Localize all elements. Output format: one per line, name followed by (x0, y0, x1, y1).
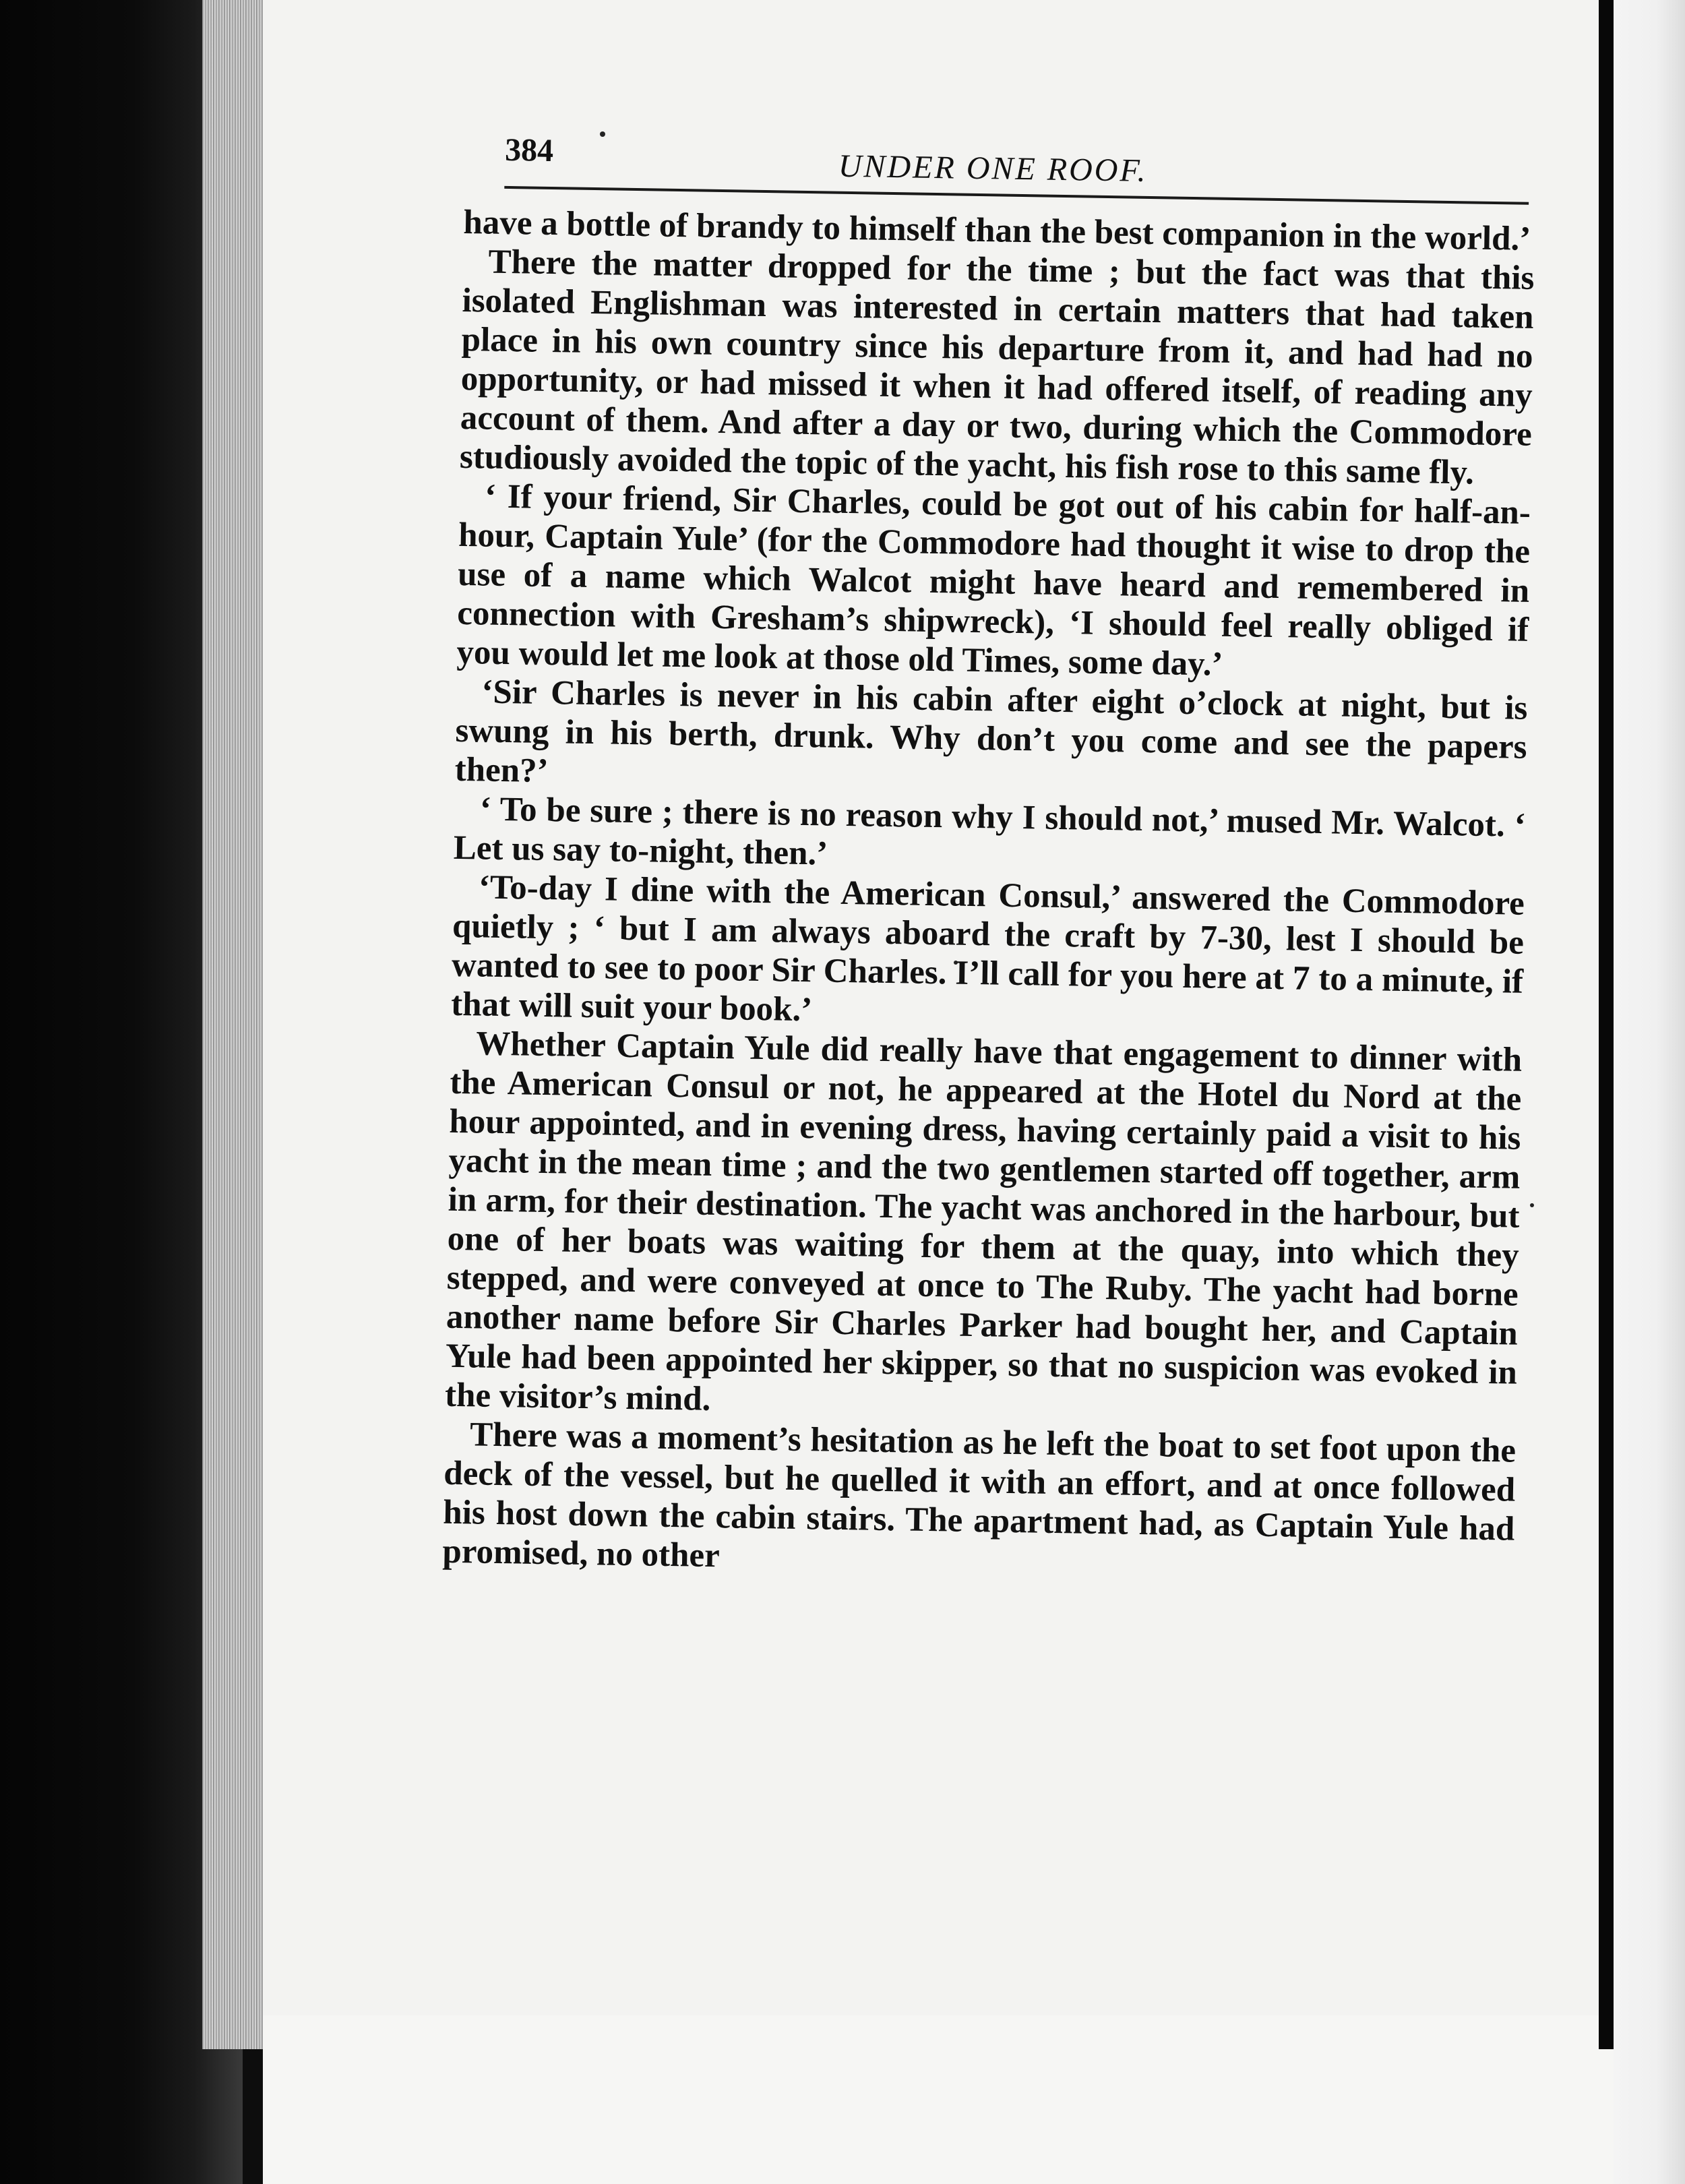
paragraph-4: ‘Sir Charles is never in his cabin after eight o’clock at night, but is swung in his berth, drunk. Why don’t you come and see the papers then?’ (454, 673, 1528, 791)
paragraph-8: There was a moment’s hesitation as he left the boat to set foot upon the deck of the vessel, but he quelled it with an effort, and at once followed his host down the cabin stairs. The apartment had, as Captain Yule had promised, no other (442, 1416, 1516, 1575)
running-head: UNDER ONE ROOF. (838, 148, 1148, 189)
page-content (442, 115, 1537, 1588)
paragraph-2: There the matter dropped for the time ; but the fact was that this isolated Englishman was interested in certain matters that had taken place in his own country since his departure from it, and had had no opportunity, or had missed it when it had offered itself, of reading any account of them. And after a day or two, during which the Commodore studiously avoided the topic of the yacht, his fish rose to this same fly. (459, 243, 1535, 492)
paragraph-6: ‘To-day I dine with the American Consul,’ answered the Commodore quietly ; ‘ but I am always aboard the craft by 7-30, lest I should be wanted to see to poor Sir Charles. I’ll call for you here at 7 to a minute, if that will suit your book.’ (450, 868, 1525, 1029)
paragraph-3: ‘ If your friend, Sir Charles, could be got out of his cabin for half-an-hour, Captain Yule’ (for the Commodore had thought it wise to drop the use of a name which Walcot might have heard and remembered in connection with Gresham’s shipwreck), ‘I should feel really obliged if you would let me look at those old Times, some day.’ (456, 477, 1531, 684)
body-text (442, 203, 1535, 1588)
paragraph-1: have a bottle of brandy to himself than the best companion in the world.’ (463, 203, 1531, 258)
paragraph-5: ‘ To be sure ; there is no reason why I should not,’ mused Mr. Walcot. ‘ Let us say to-night, then.’ (453, 790, 1527, 873)
page-bottom-margin (263, 2015, 1614, 2184)
page-edges (202, 0, 270, 2049)
right-page-border (1599, 0, 1614, 2049)
dust-speck (1530, 1203, 1534, 1207)
paragraph-7: Whether Captain Yule did really have that engagement to dinner with the American Consul or not, he appeared at the Hotel du Nord at the hour appointed, and in evening dress, having certainly paid a visit to his yacht in the mean time ; and the two gentlemen started off together, arm in arm, for their destination. The yacht was anchored in the harbour, but one of her boats was waiting for them at the quay, into which they stepped, and were conveyed at once to The Ruby. The yacht had borne another name before Sir Charles Parker had bought her, and Captain Yule had been appointed her skipper, so that no suspicion was evoked in the visitor’s mind. (444, 1025, 1523, 1418)
adjacent-page (1614, 0, 1685, 2184)
page-number: 384 (504, 131, 554, 169)
